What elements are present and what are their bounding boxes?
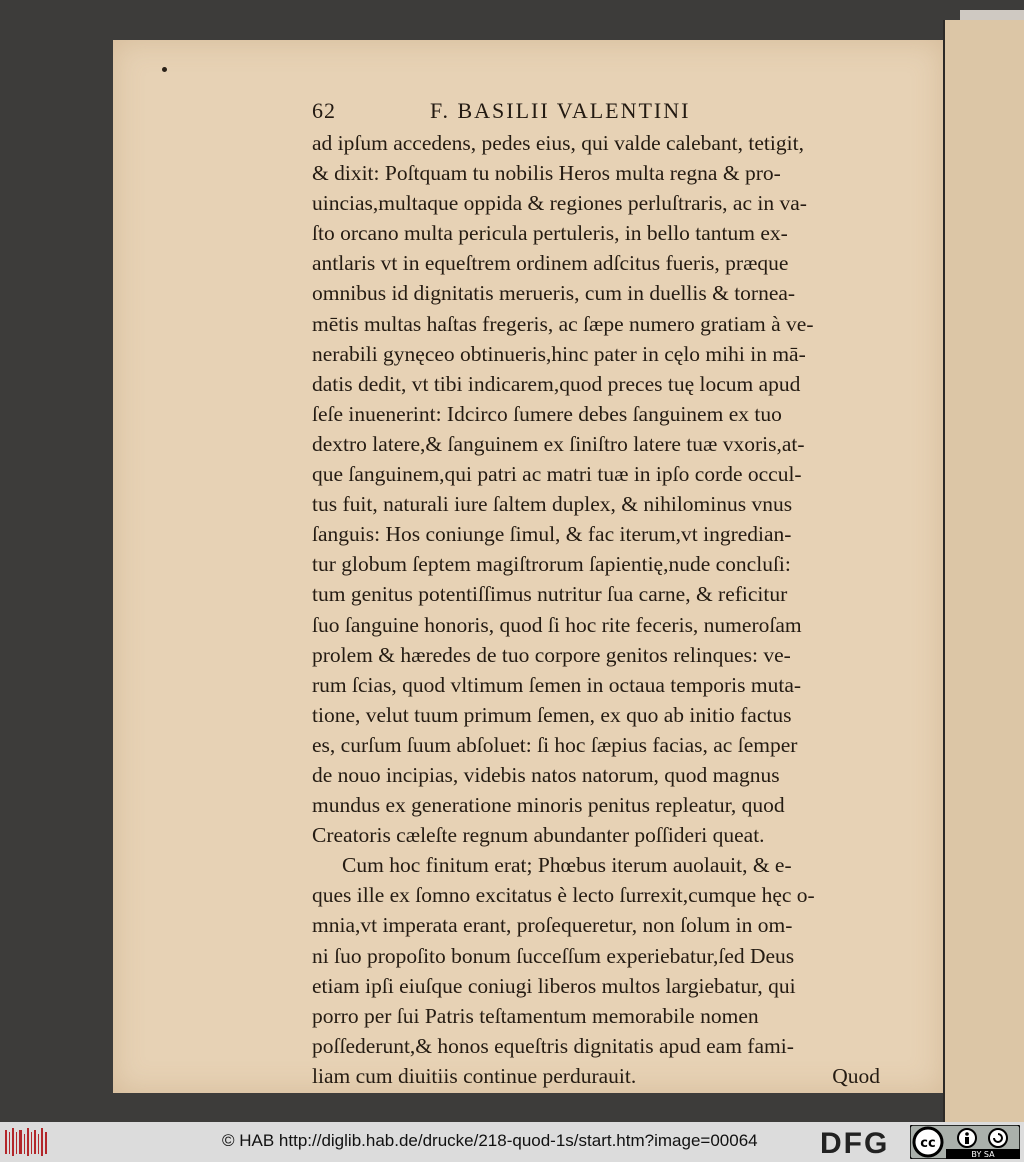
text-line: & dixit: Poſtquam tu nobilis Heros multa regna & pro-: [312, 161, 781, 186]
text-line: tum genitus potentiſſimus nutritur ſua carne, & reficitur: [312, 582, 788, 607]
barcode-icon: [4, 1126, 48, 1158]
text-line: omnibus id dignitatis merueris, cum in duellis & tornea-: [312, 281, 796, 306]
text-line: Creatoris cæleſte regnum abundanter poſſideri queat.: [312, 823, 765, 848]
catchword: Quod: [832, 1063, 880, 1088]
text-line: ad ipſum accedens, pedes eius, qui valde calebant, tetigit,: [312, 131, 804, 155]
text-line: rum ſcias, quod vltimum ſemen in octaua temporis muta-: [312, 672, 802, 697]
text-line: ques ille ex ſomno excitatus è lecto ſurrexit,cumque hęc o-: [312, 883, 815, 908]
text-line: liam cum diuitiis continue perdurauit.: [312, 1063, 637, 1088]
page-blemish: [162, 67, 167, 72]
text-line: mētis multas haſtas fregeris, ac ſæpe numero gratiam à ve-: [312, 311, 814, 336]
text-line: es, curſum ſuum abſoluet: ſi hoc ſæpius facias, ac ſemper: [312, 732, 798, 757]
text-line: porro per ſui Patris teſtamentum memorabile nomen: [312, 1003, 759, 1028]
text-line: de nouo incipias, videbis natos natorum, quod magnus: [312, 762, 780, 787]
text-line: Cum hoc finitum erat; Phœbus iterum auolauit, & e-: [342, 853, 792, 878]
text-line: poſſederunt,& honos equeſtris dignitatis apud eam fami-: [312, 1033, 794, 1058]
citation-link[interactable]: © HAB http://diglib.hab.de/drucke/218-quod-1s/start.htm?image=00064: [222, 1131, 758, 1150]
page-text: [312, 128, 880, 1091]
text-line: ni ſuo propoſito bonum ſucceſſum experiebatur,ſed Deus: [312, 943, 795, 968]
text-line: nerabili gynęceo obtinueris,hinc pater in cęlo mihi in mā-: [312, 341, 806, 366]
text-line: ſto orcano multa pericula pertuleris, in bello tantum ex-: [312, 221, 788, 246]
footer-bar: [0, 1122, 1024, 1162]
page-number: 62: [312, 98, 336, 123]
dfg-logo: DFG: [820, 1127, 890, 1160]
page-header: [312, 98, 772, 128]
text-line: dextro latere,& ſanguinem ex ſiniſtro latere tuæ vxoris,at-: [312, 431, 805, 456]
text-line: tione, velut tuum primum ſemen, ex quo ab initio factus: [312, 702, 792, 727]
text-line: tus fuit, naturali iure ſaltem duplex, & nihilominus vnus: [312, 492, 793, 517]
text-line: uincias,multaque oppida & regiones perluſtraris, ac in va-: [312, 191, 807, 216]
running-title: F. BASILII VALENTINI: [430, 98, 691, 123]
text-line: tur globum ſeptem magiſtrorum ſapientię,nude concluſi:: [312, 552, 791, 577]
license-label: BY SA: [971, 1150, 995, 1159]
cc-license-icon[interactable]: [910, 1125, 1020, 1159]
text-line: antlaris vt in equeſtrem ordinem adſcitus fueris, præque: [312, 251, 789, 276]
text-line: ſuo ſanguine honoris, quod ſi hoc rite feceris, numeroſam: [312, 612, 802, 637]
text-line: prolem & hæredes de tuo corpore genitos relinques: ve-: [312, 642, 791, 667]
text-line: que ſanguinem,qui patri ac matri tuæ in ipſo corde occul-: [312, 462, 802, 487]
text-line: etiam ipſi eiuſque coniugi liberos multos largiebatur, qui: [312, 973, 796, 998]
text-line-last: [312, 1061, 880, 1091]
text-line: datis dedit, vt tibi indicarem,quod preces tuę locum apud: [312, 371, 801, 396]
text-line: ſanguis: Hos coniunge ſimul, & fac iterum,vt ingredian-: [312, 522, 792, 547]
text-line: mundus ex generatione minoris penitus repleatur, quod: [312, 793, 785, 818]
facing-page: [943, 20, 1024, 1122]
svg-text:cc: cc: [920, 1136, 936, 1151]
text-line: mnia,vt imperata erant, proſequeretur, non ſolum in om-: [312, 913, 793, 938]
text-line: ſeſe inuenerint: Idcirco ſumere debes ſanguinem ex tuo: [312, 401, 782, 426]
